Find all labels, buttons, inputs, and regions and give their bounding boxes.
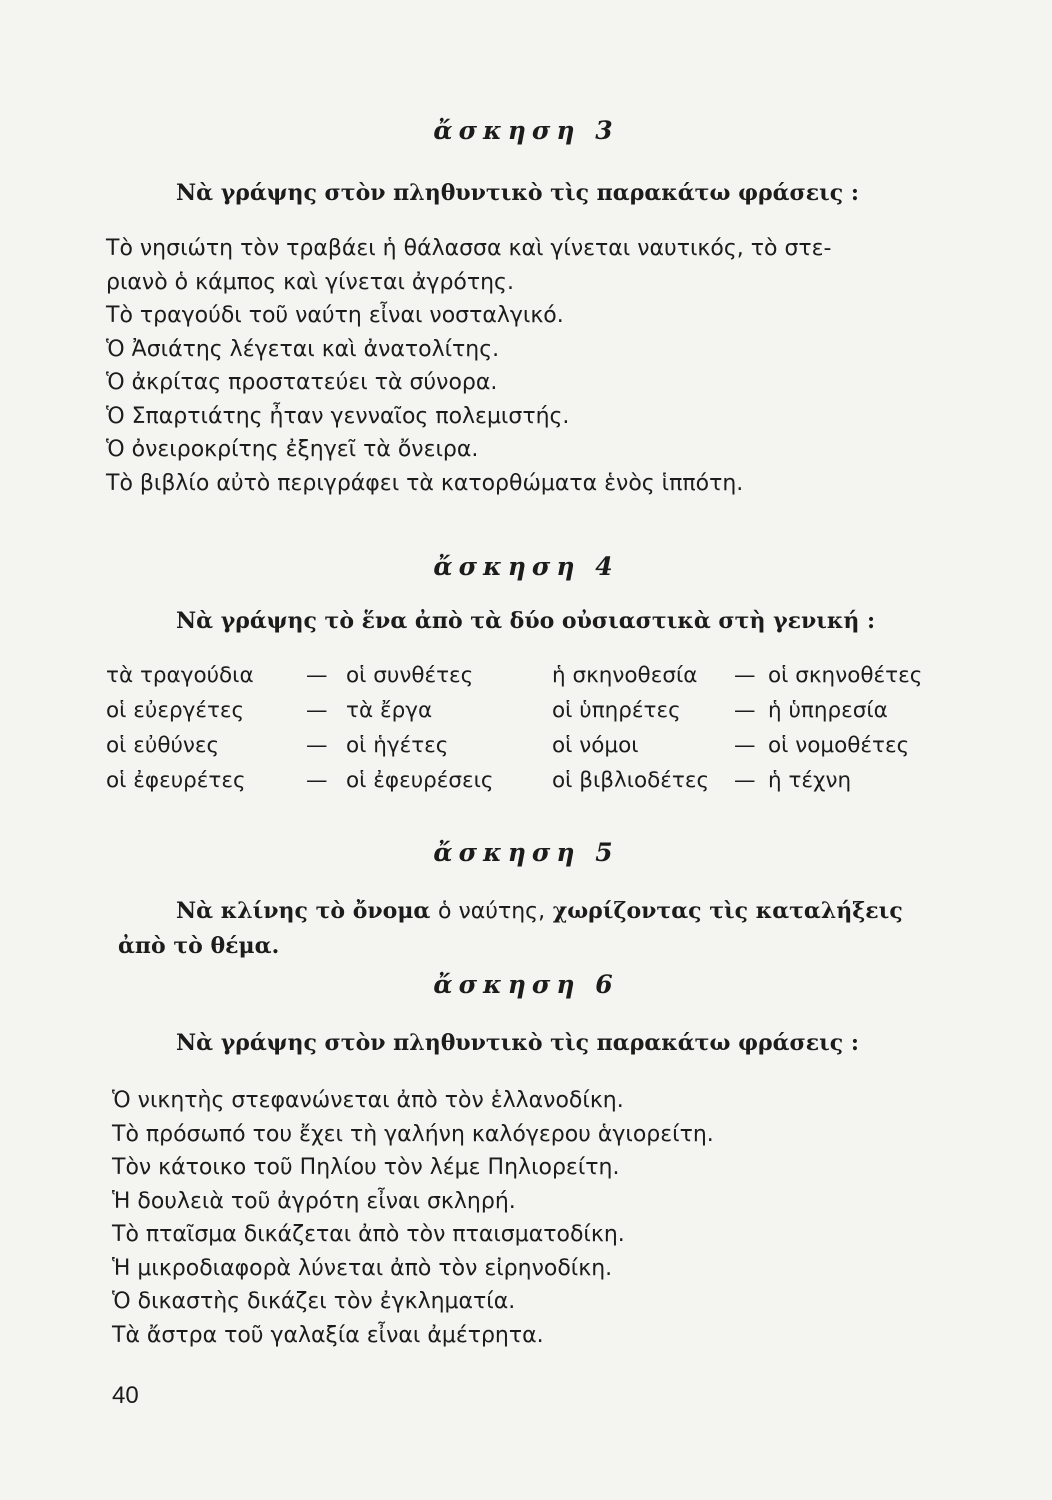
dash: —	[306, 733, 328, 758]
exercise-6-title: ἄσκηση 6	[433, 970, 619, 999]
dash: —	[306, 768, 328, 793]
dash: —	[734, 768, 756, 793]
word: οἱ εὐεργέτες	[106, 698, 245, 723]
sentence: Τὸ τραγούδι τοῦ ναύτη εἶναι νοσταλγικό.	[106, 303, 564, 328]
word: ἡ ὑπηρεσία	[768, 698, 888, 723]
exercise-3-title: ἄσκηση 3	[433, 116, 619, 145]
sentence: Ὁ ἀκρίτας προστατεύει τὰ σύνορα.	[106, 370, 498, 395]
sentence: Ὁ δικαστὴς δικάζει τὸν ἐγκληματία.	[112, 1289, 516, 1314]
dash: —	[734, 698, 756, 723]
exercise-3-lines	[106, 232, 986, 500]
sentence: Τὸν κάτοικο τοῦ Πηλίου τὸν λέμε Πηλιορείτη.	[112, 1155, 620, 1180]
instruction-part: χωρίζοντας τὶς καταλήξεις ἀπὸ τὸ θέμα.	[118, 898, 903, 959]
sentence: Τὸ νησιώτη τὸν τραβάει ἡ θάλασσα καὶ γίνεται ναυτικός, τὸ στε-	[106, 236, 832, 261]
exercise-5-instruction	[118, 894, 958, 963]
word: ἡ τέχνη	[768, 768, 852, 793]
instruction-part: Νὰ κλίνης τὸ ὄνομα	[176, 898, 439, 924]
word: οἱ σκηνοθέτες	[768, 663, 923, 688]
exercise-4-title: ἄσκηση 4	[433, 552, 619, 581]
sentence: Ὁ Ἀσιάτης λέγεται καὶ ἀνατολίτης.	[106, 336, 500, 362]
word-pair-row	[106, 658, 946, 693]
sentence: Ὁ Σπαρτιάτης ἦταν γενναῖος πολεμιστής.	[106, 403, 570, 429]
dash: —	[306, 698, 328, 723]
exercise-5-title: ἄσκηση 5	[433, 838, 619, 867]
word: οἱ νομοθέτες	[768, 733, 910, 758]
dash: —	[734, 663, 756, 688]
word: τὰ τραγούδια	[106, 663, 254, 688]
dash: —	[734, 733, 756, 758]
word: οἱ νόμοι	[552, 733, 639, 758]
word: οἱ ἡγέτες	[346, 733, 449, 758]
page-number: 40	[112, 1382, 139, 1409]
exercise-4-instruction: Νὰ γράψης τὸ ἕνα ἀπὸ τὰ δύο οὐσιαστικὰ στὴ γενική :	[176, 608, 876, 634]
exercise-6-instruction: Νὰ γράψης στὸν πληθυντικὸ τὶς παρακάτω φράσεις :	[176, 1030, 859, 1056]
sentence: ριανὸ ὁ κάμπος καὶ γίνεται ἀγρότης.	[106, 269, 514, 295]
word-pair-row	[106, 763, 946, 798]
word: οἱ ὑπηρέτες	[552, 698, 681, 723]
word: οἱ ἐφευρέσεις	[346, 768, 494, 793]
word-pair-row	[106, 728, 946, 763]
instruction-noun: ὁ ναύτης,	[438, 899, 546, 924]
word: οἱ ἐφευρέτες	[106, 768, 246, 793]
word: οἱ συνθέτες	[346, 663, 474, 688]
sentence: Τὸ πταῖσμα δικάζεται ἀπὸ τὸν πταισματοδίκη.	[112, 1222, 625, 1247]
dash: —	[306, 663, 328, 688]
exercise-6-lines	[112, 1084, 992, 1352]
sentence: Ἡ μικροδιαφορὰ λύνεται ἀπὸ τὸν εἰρηνοδίκη.	[112, 1255, 613, 1281]
exercise-3-instruction: Νὰ γράψης στὸν πληθυντικὸ τὶς παρακάτω φράσεις :	[176, 180, 859, 206]
word: ἡ σκηνοθεσία	[552, 663, 698, 688]
word: τὰ ἔργα	[346, 698, 433, 723]
sentence: Τὸ πρόσωπό του ἔχει τὴ γαλήνη καλόγερου ἁγιορείτη.	[112, 1121, 714, 1147]
sentence: Ὁ ὀνειροκρίτης ἐξηγεῖ τὰ ὄνειρα.	[106, 437, 479, 462]
exercise-4-word-pairs	[106, 658, 946, 798]
sentence: Ἡ δουλειὰ τοῦ ἀγρότη εἶναι σκληρή.	[112, 1188, 516, 1214]
word: οἱ βιβλιοδέτες	[552, 768, 710, 793]
sentence: Τὰ ἄστρα τοῦ γαλαξία εἶναι ἀμέτρητα.	[112, 1322, 544, 1348]
word-pair-row	[106, 693, 946, 728]
word: οἱ εὐθύνες	[106, 733, 220, 758]
sentence: Ὁ νικητὴς στεφανώνεται ἀπὸ τὸν ἑλλανοδίκη.	[112, 1088, 624, 1113]
sentence: Τὸ βιβλίο αὐτὸ περιγράφει τὰ κατορθώματα ἑνὸς ἱππότη.	[106, 470, 744, 496]
